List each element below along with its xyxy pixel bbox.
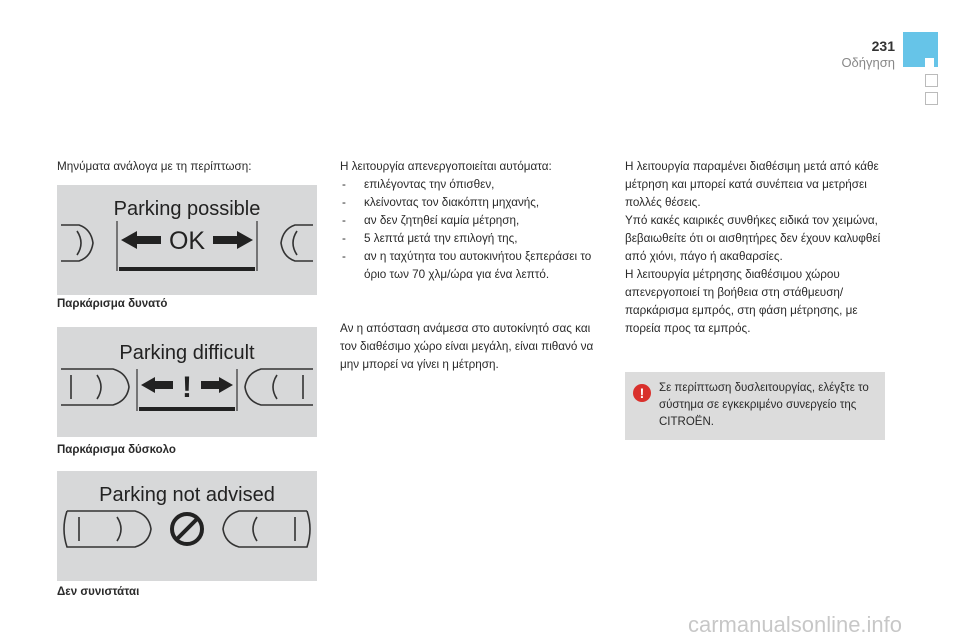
- panel-parking-possible: [57, 185, 317, 295]
- warning-note: [625, 372, 885, 440]
- warning-icon: [633, 384, 651, 402]
- panel-title: Parking possible: [113, 198, 261, 220]
- chapter-tab[interactable]: [925, 74, 938, 87]
- list-item: - κλείνοντας τον διακόπτη μηχανής,: [340, 194, 610, 212]
- watermark: carmanualsonline.info: [688, 612, 903, 637]
- panel-caption: Παρκάρισμα δυνατό: [57, 298, 168, 310]
- panel-caption: Δεν συνιστάται: [57, 586, 140, 598]
- paragraph: Η λειτουργία μέτρησης διαθέσιμου χώρου απενεργοποιεί τη βοήθεια στη στάθμευση/ παρκάρισμα εμπρός, στη φάση μέτρησης, με πορεία προς τα εμπρός.: [625, 268, 858, 335]
- car-right-icon: [245, 369, 313, 405]
- list-item: - αν δεν ζητηθεί καμία μέτρηση,: [340, 212, 610, 230]
- intro-text: Μηνύματα ανάλογα με τη περίπτωση:: [57, 160, 252, 173]
- car-left-icon: [61, 369, 129, 405]
- deactivation-list: [340, 176, 610, 284]
- arrow-left-icon: [121, 231, 161, 249]
- chapter-tab[interactable]: [925, 92, 938, 105]
- deactivation-lead: Η λειτουργία απενεργοποιείται αυτόματα:: [340, 160, 552, 173]
- car-right-icon: [223, 511, 310, 547]
- ok-label: OK: [168, 227, 206, 255]
- no-entry-icon: [172, 514, 202, 544]
- list-item: - αν η ταχύτητα του αυτοκινήτου ξεπεράσει το όριο των 70 χλμ/ώρα για ένα λεπτό.: [340, 248, 610, 284]
- car-right-icon: [281, 225, 313, 261]
- deactivation-block: [340, 158, 610, 284]
- panel-title: Parking not advised: [99, 484, 275, 506]
- paragraph: Υπό κακές καιρικές συνθήκες ειδικά τον χειμώνα, βεβαιωθείτε ότι οι αισθητήρες δεν έχουν καλυφθεί από χιόνι, πάγο ή ακαθαρσίες.: [625, 214, 881, 263]
- panel-title: Parking difficult: [119, 342, 255, 364]
- distance-paragraph: Αν η απόσταση ανάμεσα στο αυτοκίνητό σας και τον διαθέσιμο χώρο είναι μεγάλη, είναι πιθανό να μην μπορεί να γίνει η μέτρηση.: [340, 322, 594, 371]
- list-item: - 5 λεπτά μετά την επιλογή της,: [340, 230, 610, 248]
- arrow-left-icon: [141, 377, 173, 393]
- car-left-icon: [61, 225, 93, 261]
- paragraph: Η λειτουργία παραμένει διαθέσιμη μετά από κάθε μέτρηση και μπορεί κατά συνέπεια να μετρήσει πολλές θέσεις.: [625, 160, 879, 209]
- list-item: - επιλέγοντας την όπισθεν,: [340, 176, 610, 194]
- car-left-icon: [64, 511, 151, 547]
- page-number: 231: [871, 38, 895, 54]
- section-title: Οδήγηση: [841, 55, 895, 70]
- panel-parking-not-advised: [57, 471, 317, 581]
- chapter-tab-marker: [925, 58, 934, 67]
- warning-text: Σε περίπτωση δυσλειτουργίας, ελέγξτε το σύστημα σε εγκεκριμένο συνεργείο της CITROËN.: [659, 382, 869, 428]
- panel-caption: Παρκάρισμα δύσκολο: [57, 444, 176, 456]
- panel-parking-difficult: [57, 327, 317, 437]
- exclamation-label: !: [182, 371, 192, 404]
- arrow-right-icon: [201, 377, 233, 393]
- availability-block: [625, 158, 895, 338]
- arrow-right-icon: [213, 231, 253, 249]
